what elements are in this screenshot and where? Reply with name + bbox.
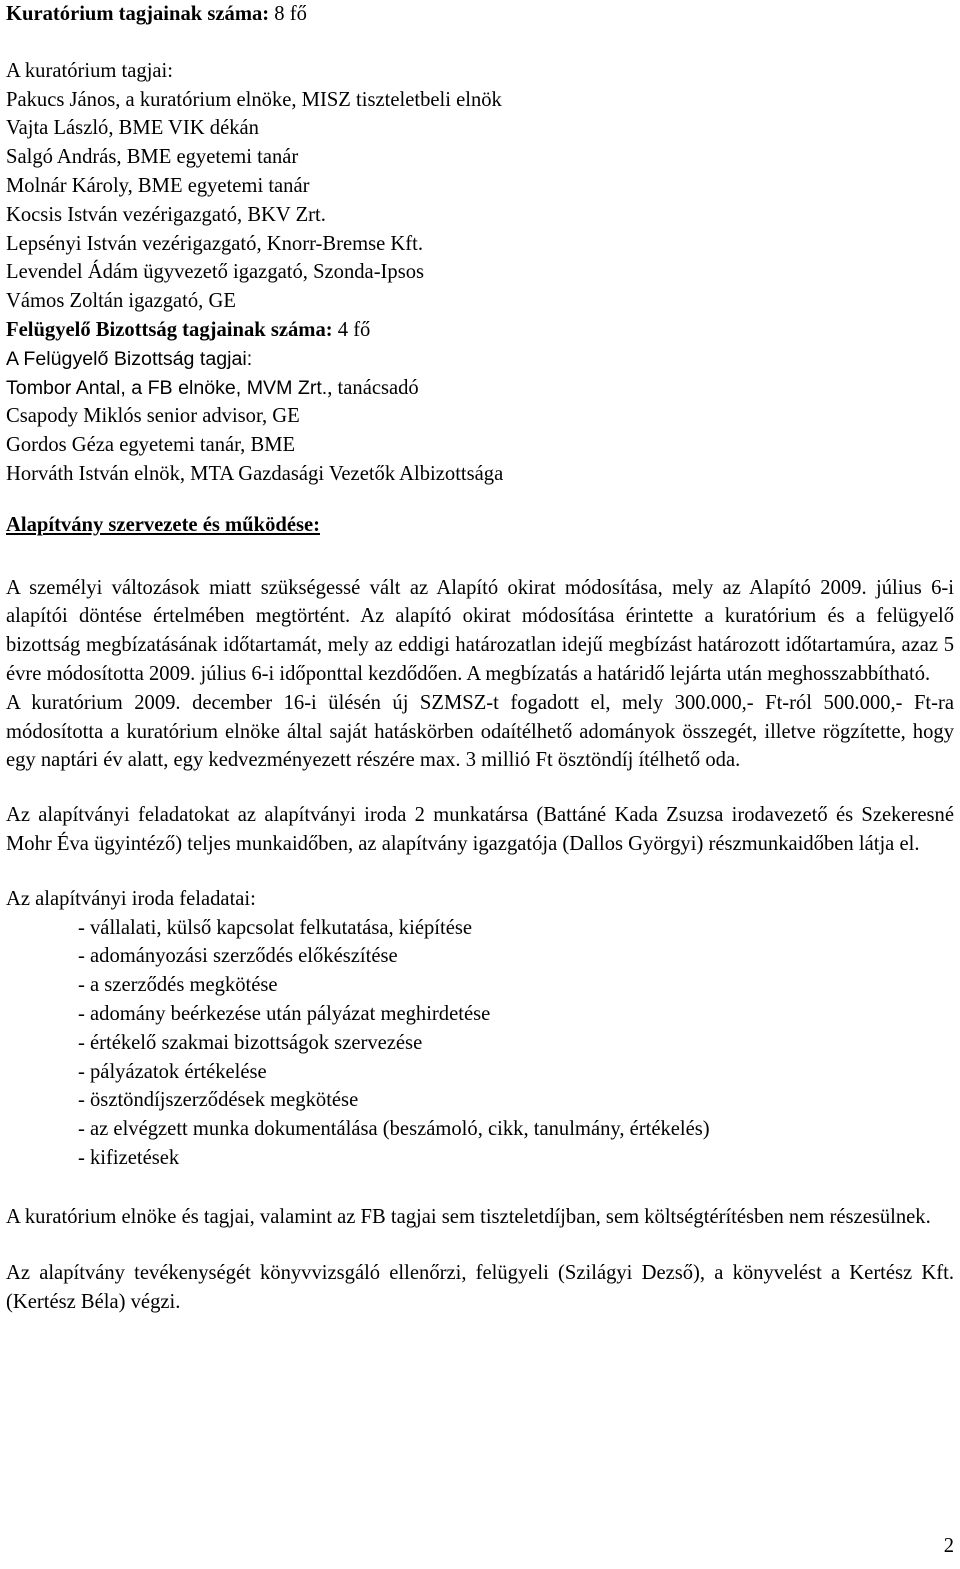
paragraph-remuneration: A kuratórium elnöke és tagjai, valamint az FB tagjai sem tiszteletdíjban, sem költségtérítésben nem részesülnek. <box>6 1205 931 1228</box>
fb-member-name: Tombor Antal, a FB elnöke, MVM Zrt. <box>6 376 328 399</box>
spacer <box>6 1173 954 1203</box>
fb-member: Gordos Géza egyetemi tanár, BME <box>6 434 296 457</box>
page-number: 2 <box>943 1535 954 1557</box>
task-item: - a szerződés megkötése <box>78 974 278 997</box>
paragraph-office-staff: Az alapítványi feladatokat az alapítványi iroda 2 munkatársa (Battáné Kada Zsuzsa irodavezető és Szekeresné Mohr Éva ügyintéző) teljes munkaidőben, az alapítvány igazgatója (Dallos Györgyi) részmunkaidőben látja el. <box>6 804 954 855</box>
spacer <box>6 775 954 801</box>
fb-member-role: , tanácsadó <box>327 376 419 399</box>
fb-member: Csapody Miklós senior advisor, GE <box>6 405 300 428</box>
paragraph-szmsz: A kuratórium 2009. december 16-i ülésén új SZMSZ-t fogadott el, mely 300.000,- Ft-ról 500.000,- Ft-ra módosította a kuratórium elnöke által saját hatáskörben odaítélhető adományok összegét, illetve rögzítette, hogy egy naptári év alatt, egy kedvezményezett részére max. 3 millió Ft ösztöndíj ítélhető oda. <box>6 691 954 772</box>
paragraph-audit: Az alapítvány tevékenységét könyvvizsgáló ellenőrzi, felügyeli (Szilágyi Dezső), a könyvelést a Kertész Kft. (Kertész Béla) végzi. <box>6 1262 954 1314</box>
kuratorium-member: Kocsis István vezérigazgató, BKV Zrt. <box>6 203 326 226</box>
kuratorium-member: Levendel Ádám ügyvezető igazgató, Szonda-Ipsos <box>6 261 425 284</box>
spacer <box>6 29 954 57</box>
task-item: - vállalati, külső kapcsolat felkutatása, kiépítése <box>78 916 473 939</box>
task-item: - az elvégzett munka dokumentálása (beszámoló, cikk, tanulmány, értékelés) <box>78 1118 710 1141</box>
spacer <box>6 859 954 885</box>
kuratorium-member: Vajta László, BME VIK dékán <box>6 117 259 140</box>
kuratorium-member: Lepsényi István vezérigazgató, Knorr-Bremse Kft. <box>6 232 424 255</box>
task-item: - adományozási szerződés előkészítése <box>78 945 398 968</box>
spacer <box>6 540 954 574</box>
spacer <box>6 1231 954 1259</box>
fb-count-value: 4 fő <box>332 318 371 341</box>
kuratorium-members-title: A kuratórium tagjai: <box>6 59 174 82</box>
section-heading: Alapítvány szervezete és működése: <box>6 513 320 536</box>
fb-member <box>6 374 954 403</box>
paragraph-changes: A személyi változások miatt szükségessé vált az Alapító okirat módosítása, mely az Alapító 2009. július 6-i alapítói döntése értelmében megtörtént. Az alapító okirat módosítása érintette a kuratórium és a felügyelő bizottság megbízatásának időtartamát, mely az eddigi határozatlan idejű megbízást határozott időtartamúra, azaz 5 évre módosította 2009. július 6-i időponttal kezdődően. A megbízatás a határidő lejárta után meghosszabbítható. <box>6 576 954 685</box>
kuratorium-count-label: Kuratórium tagjainak száma: <box>6 3 270 25</box>
document-page <box>6 0 954 1317</box>
kuratorium-member: Salgó András, BME egyetemi tanár <box>6 146 299 169</box>
fb-count <box>6 316 954 345</box>
kuratorium-count-value: 8 fő <box>269 3 307 25</box>
tasks-title: Az alapítványi iroda feladatai: <box>6 887 256 910</box>
task-item: - értékelő szakmai bizottságok szervezése <box>78 1031 423 1054</box>
task-item: - ösztöndíjszerződések megkötése <box>78 1089 359 1112</box>
kuratorium-member: Vámos Zoltán igazgató, GE <box>6 290 236 313</box>
fb-member: Horváth István elnök, MTA Gazdasági Vezetők Albizottsága <box>6 462 504 485</box>
fb-members-title: A Felügyelő Bizottság tagjai: <box>6 347 253 370</box>
task-item: - kifizetések <box>78 1146 180 1169</box>
kuratorium-count <box>6 0 954 29</box>
fb-count-label: Felügyelő Bizottság tagjainak száma: <box>6 318 333 341</box>
task-item: - adomány beérkezése után pályázat meghirdetése <box>78 1002 491 1025</box>
kuratorium-member: Pakucs János, a kuratórium elnöke, MISZ tiszteletbeli elnök <box>6 88 502 111</box>
task-item: - pályázatok értékelése <box>78 1060 267 1083</box>
spacer <box>6 489 954 511</box>
kuratorium-member: Molnár Károly, BME egyetemi tanár <box>6 174 310 197</box>
